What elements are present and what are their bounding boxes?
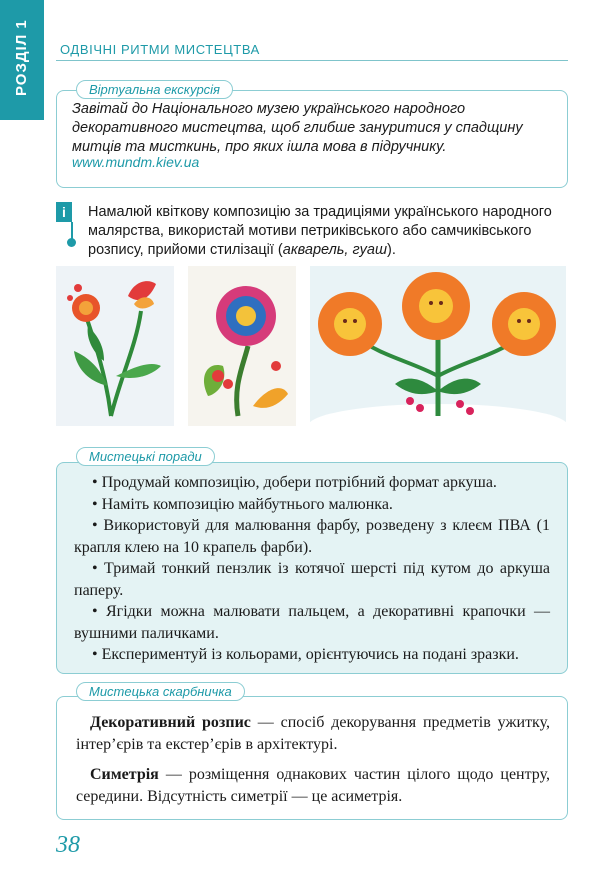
treasury-body	[76, 712, 550, 816]
decorative-flower-image	[188, 266, 296, 426]
tip-item: • Ягідки можна малювати пальцем, а декоративні крапочки — вушними паличками.	[74, 603, 550, 642]
tip-item: • Наміть композицію майбутнього малюнка.	[92, 495, 393, 513]
museum-link[interactable]: www.mundm.kiev.ua	[72, 154, 200, 170]
tip-item: • Продумай композицію, добери потрібний формат аркуша.	[92, 474, 497, 491]
task-materials: акварель, гуаш	[282, 242, 387, 258]
definition-symmetry	[76, 764, 550, 808]
treasury-label: Мистецька скарбничка	[76, 682, 245, 701]
tip-item: • Експериментуй із кольорами, орієнтуючись на подані зразки.	[92, 646, 519, 663]
tips-list	[74, 472, 550, 666]
petrykivka-flowers-image	[56, 266, 174, 426]
tip-item: • Тримай тонкий пензлик із котячої шерсті під кутом до аркуша паперу.	[74, 560, 550, 599]
sunflowers-painting-image	[310, 266, 566, 426]
info-icon-dot	[67, 238, 76, 247]
term-symmetry: Симетрія	[90, 766, 159, 783]
virtual-tour-text: Завітай до Національного музею українського народного декоративного мистецтва, щоб глибше зануритися у спадщину митців та мисткинь, про яких ішла мова в підручнику.	[72, 101, 523, 155]
running-header: ОДВІЧНІ РИТМИ МИСТЕЦТВА	[60, 42, 260, 57]
tip-item: • Використовуй для малювання фарбу, розведену з клеєм ПВА (1 крапля клею на 10 крапель фарби).	[74, 517, 550, 556]
tips-label: Мистецькі поради	[76, 447, 215, 466]
definition-decorative-painting	[76, 712, 550, 756]
header-rule	[56, 60, 568, 61]
page-number: 38	[56, 832, 80, 858]
section-tab-label: РОЗДІЛ 1	[13, 19, 30, 97]
definition-text: — розміщення однакових частин цілого щодо центру, середини. Відсутність симетрії — це асиметрія.	[76, 766, 550, 805]
section-tab	[0, 0, 44, 120]
task-text-main: Намалюй квіткову композицію за традиціями українського народного малярства, використай мотиви петриківського або самчиківського розпису, прийоми стилізації (	[88, 204, 552, 258]
task-text-end: ).	[386, 242, 396, 258]
info-icon: i	[56, 202, 72, 222]
definition-text: — спосіб декорування предметів ужитку, інтер’єрів та екстер’єрів в архітектурі.	[76, 714, 551, 753]
virtual-tour-label: Віртуальна екскурсія	[76, 80, 233, 99]
task-text	[88, 203, 568, 260]
term-decorative-painting: Декоративний розпис	[90, 714, 251, 731]
